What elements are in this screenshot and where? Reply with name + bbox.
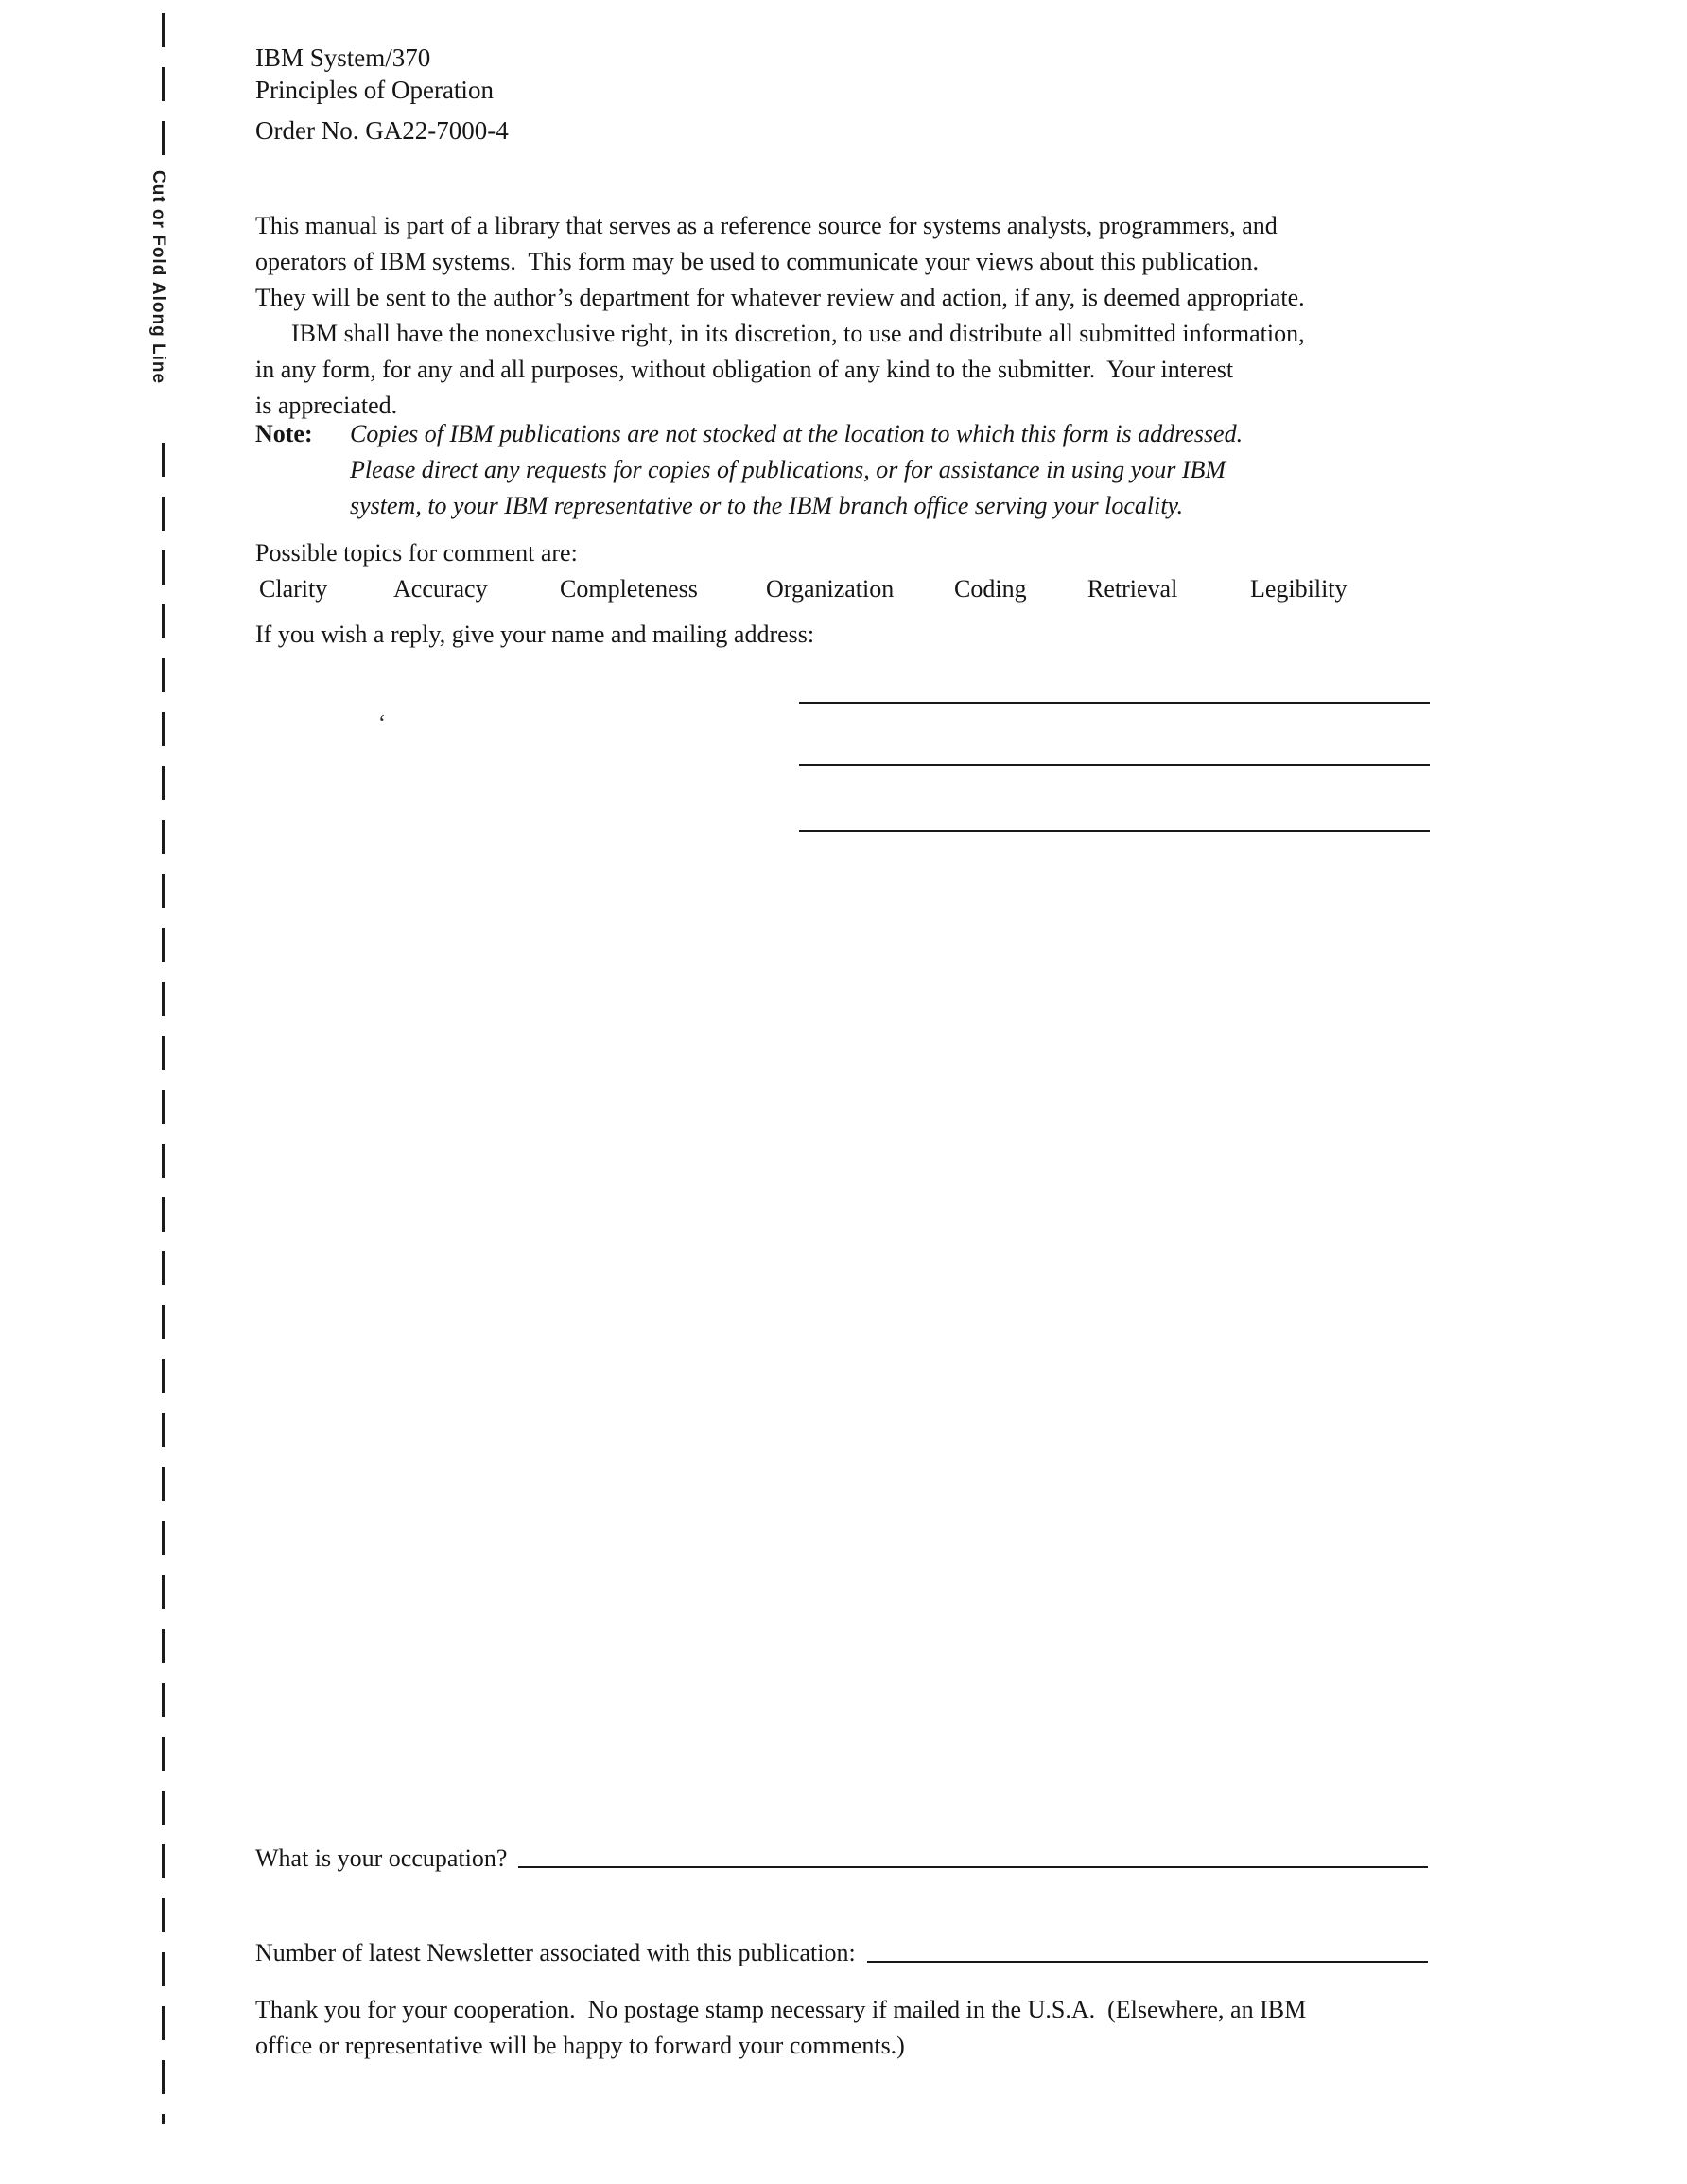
newsletter-blank-line	[867, 1961, 1428, 1963]
intro-line: They will be sent to the author’s department for whatever review and action, if any, is deemed appropriate.	[255, 284, 1305, 311]
topic-legibility: Legibility	[1250, 575, 1348, 603]
occupation-blank-line	[518, 1866, 1428, 1868]
intro-line: operators of IBM systems. This form may be used to communicate your views about this publication.	[255, 248, 1260, 275]
intro-line: IBM shall have the nonexclusive right, in its discretion, to use and distribute all submitted information,	[291, 320, 1305, 347]
topics-heading: Possible topics for comment are:	[255, 539, 578, 567]
newsletter-label: Number of latest Newsletter associated with this publication:	[255, 1939, 856, 1966]
occupation-row	[255, 1843, 1428, 1875]
intro-paragraphs	[255, 208, 1305, 424]
note-line: system, to your IBM representative or to the IBM branch office serving your locality.	[350, 492, 1184, 519]
cut-fold-along-line-label: Cut or Fold Along Line	[148, 170, 168, 385]
closing-line: Thank you for your cooperation. No postage stamp necessary if mailed in the U.S.A. (Elsewhere, an IBM	[255, 1996, 1307, 2023]
reply-prompt: If you wish a reply, give your name and mailing address:	[255, 620, 815, 648]
topic-accuracy: Accuracy	[393, 575, 488, 603]
topic-completeness: Completeness	[560, 575, 698, 603]
publication-title-line2: Principles of Operation	[255, 76, 494, 104]
address-blank-line-3	[799, 830, 1430, 832]
address-blank-line-1	[799, 702, 1430, 704]
cut-line-dashes-bottom	[162, 443, 165, 2124]
topic-clarity: Clarity	[259, 575, 328, 603]
scan-artifact: ‘	[378, 711, 386, 736]
topic-retrieval: Retrieval	[1087, 575, 1178, 603]
intro-line: is appreciated.	[255, 392, 398, 419]
newsletter-row	[255, 1937, 1428, 1969]
note-line: Please direct any requests for copies of publications, or for assistance in using your IBM	[350, 456, 1226, 483]
intro-line: in any form, for any and all purposes, without obligation of any kind to the submitter. Your interest	[255, 356, 1234, 383]
note-block	[255, 416, 1243, 524]
note-label: Note:	[255, 420, 313, 447]
topic-coding: Coding	[954, 575, 1027, 603]
occupation-label: What is your occupation?	[255, 1844, 508, 1872]
note-text	[350, 416, 1243, 524]
note-line: Copies of IBM publications are not stocked at the location to which this form is addressed.	[350, 420, 1244, 447]
closing-text	[255, 1992, 1306, 2064]
topic-organization: Organization	[766, 575, 895, 603]
form-header	[255, 42, 509, 147]
order-number: Order No. GA22-7000-4	[255, 116, 509, 145]
closing-line: office or representative will be happy to forward your comments.)	[255, 2032, 905, 2059]
cut-line-dashes-top	[162, 13, 165, 163]
topics-row	[255, 575, 1428, 613]
intro-line: This manual is part of a library that serves as a reference source for systems analysts, programmers, and	[255, 212, 1278, 239]
address-blank-line-2	[799, 764, 1430, 766]
publication-title-line1: IBM System/370	[255, 44, 431, 72]
